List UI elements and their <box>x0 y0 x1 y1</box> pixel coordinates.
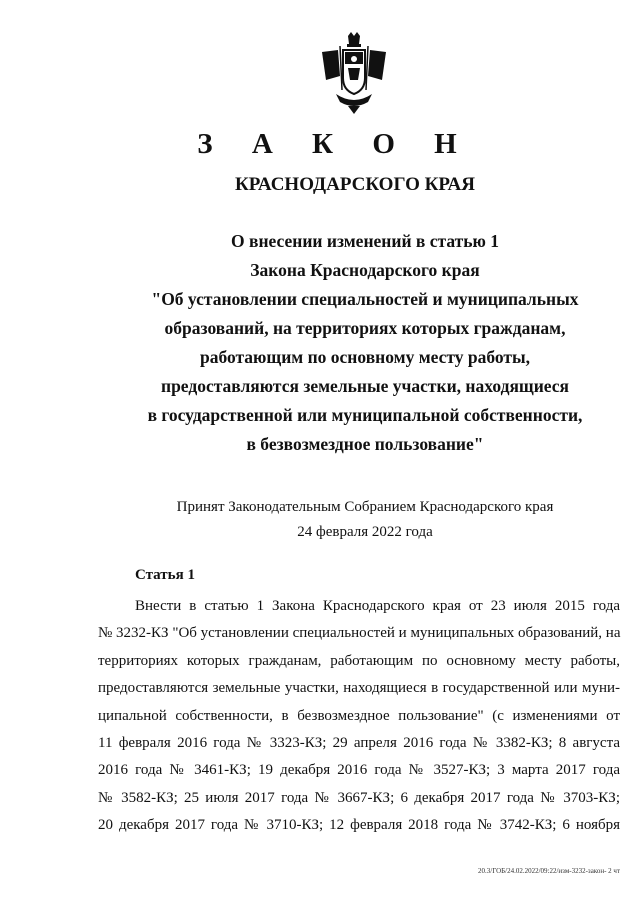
article-line: № 3582-КЗ; 25 июля 2017 года № 3667-КЗ; 6 декабря 2017 года № 3703-КЗ; <box>98 789 620 806</box>
law-heading <box>130 227 600 459</box>
heading-line: О внесении изменений в статью 1 <box>231 231 499 251</box>
article-line: 11 февраля 2016 года № 3323-КЗ; 29 апреля 2016 года № 3382-КЗ; 8 августа <box>98 734 620 751</box>
article-line: территориях которых гражданам, работающим по основному месту работы, <box>98 652 620 669</box>
heading-line: в безвозмездное пользование" <box>246 434 484 454</box>
footer-document-code: 20.3/ГОБ/24.02.2022/09:22/изм-3232-закон- 2 чт <box>478 867 620 875</box>
article-line: ципальной собственности, в безвозмездное пользование" (с изменениями от <box>98 707 620 724</box>
article-line: 20 декабря 2017 года № 3710-КЗ; 12 февраля 2018 года № 3742-КЗ; 6 ноября <box>98 817 620 834</box>
heading-line: "Об установлении специальностей и муниципальных <box>151 289 579 309</box>
heading-line: в государственной или муниципальной собственности, <box>147 405 583 425</box>
coat-of-arms-icon <box>318 32 390 114</box>
heading-line: образований, на территориях которых гражданам, <box>164 318 566 338</box>
adoption-note <box>130 495 600 545</box>
document-subtitle: КРАСНОДАРСКОГО КРАЯ <box>234 174 476 195</box>
heading-line: предоставляются земельные участки, находящиеся <box>160 376 569 396</box>
article-line: Внести в статью 1 Закона Краснодарского края от 23 июля 2015 года <box>135 598 620 614</box>
article-title: Статья 1 <box>135 567 195 583</box>
article-line: предоставляются земельные участки, находящиеся в государственной или муни- <box>98 680 620 697</box>
heading-line: Закона Краснодарского края <box>250 260 480 280</box>
document-title: З А К О Н <box>197 128 473 160</box>
article-line: 2016 года № 3461-КЗ; 19 декабря 2016 года № 3527-КЗ; 3 марта 2017 года <box>98 762 620 779</box>
article-body <box>98 593 620 840</box>
article-line: № 3232-КЗ "Об установлении специальностей и муниципальных образований, на <box>98 625 621 642</box>
heading-line: работающим по основному месту работы, <box>199 347 531 367</box>
adoption-line: Принят Законодательным Собранием Краснодарского края <box>176 499 554 515</box>
adoption-date: 24 февраля 2022 года <box>297 524 433 540</box>
